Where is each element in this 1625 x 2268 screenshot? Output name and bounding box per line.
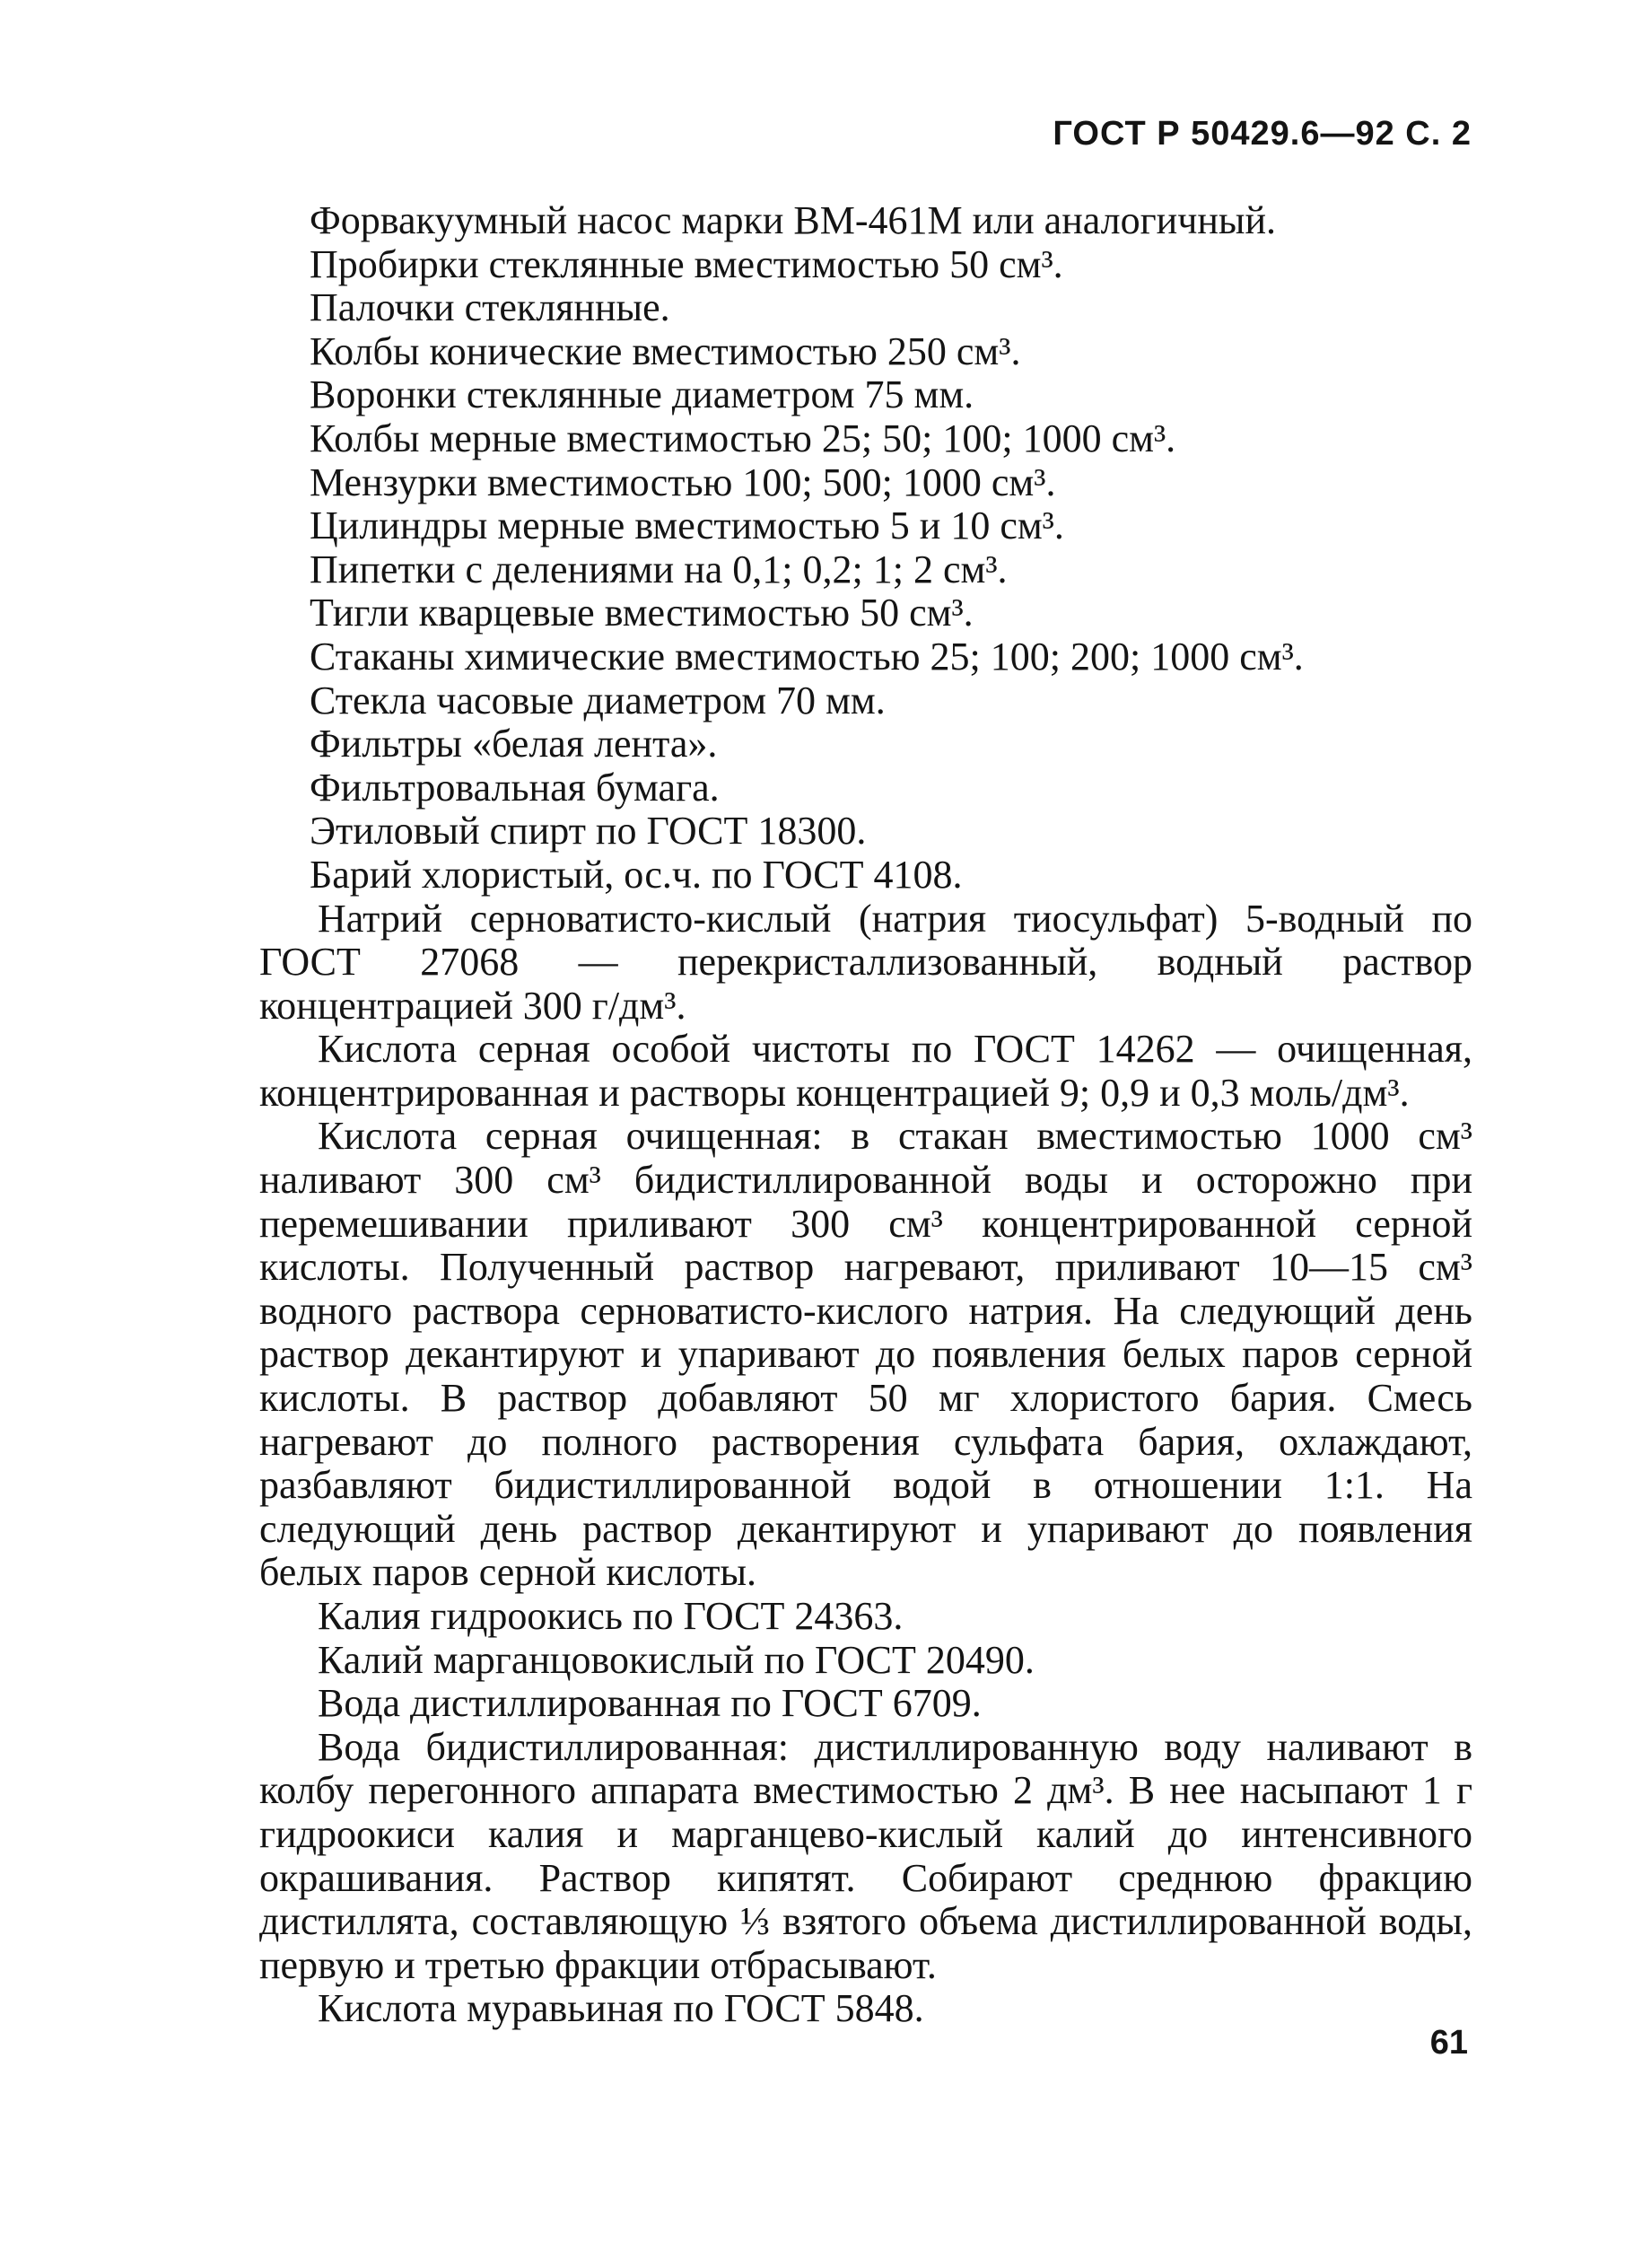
equipment-item: Пробирки стеклянные вместимостью 50 см³. [310,241,1063,286]
equipment-item: Тигли кварцевые вместимостью 50 см³. [310,591,974,635]
equipment-item: Мензурки вместимостью 100; 500; 1000 см³. [310,460,1056,504]
equipment-item: Колбы мерные вместимостью 25; 50; 100; 1000 см³. [310,416,1176,460]
equipment-item: Форвакуумный насос марки ВМ-461М или аналогичный. [310,198,1277,242]
paragraph-distilled-water: Вода дистиллированная по ГОСТ 6709. [318,1681,982,1726]
reagent-item: Этиловый спирт по ГОСТ 18300. [310,809,867,854]
document-body [259,199,1472,2031]
equipment-item: Стекла часовые диаметром 70 мм. [310,678,886,722]
equipment-item: Цилиндры мерные вместимостью 5 и 10 см³. [310,504,1064,548]
paragraph-permanganate: Калий марганцовокислый по ГОСТ 20490. [318,1637,1035,1682]
equipment-item: Палочки стеклянные. [310,285,670,330]
paragraph-purified-sulfuric-acid: Кислота серная очищенная: в стакан вместимостью 1000 см³ наливают 300 см³ бидистиллированной воды и осторожно при перемешивании приливают 300 см³ концентрированной серной кислоты. Полученный раствор нагревают, приливают 10—15 см³ водного раствора серноватисто-кислого натрия. На следующий день раствор декантируют и упаривают до появления белых паров серной кислоты. В раствор добавляют 50 мг хлористого бария. Смесь нагревают до полного растворения сульфата бария, охлаждают, разбавляют бидистиллированной водой в отношении 1:1. На следующий день раствор декантируют и упаривают до появления белых паров серной кислоты. [259,1114,1472,1595]
page-number: 61 [1429,2024,1468,2062]
paragraph-sulfuric-acid: Кислота серная особой чистоты по ГОСТ 14262 — очищенная, концентрированная и растворы концентрацией 9; 0,9 и 0,3 моль/дм³. [259,1027,1472,1115]
paragraph-formic-acid: Кислота муравьиная по ГОСТ 5848. [318,1986,924,2031]
reagent-item: Барий хлористый, ос.ч. по ГОСТ 4108. [310,852,963,897]
equipment-item: Колбы конические вместимостью 250 см³. [310,328,1021,373]
equipment-item: Фильтровальная бумага. [310,765,720,810]
paragraph-bidistilled-water: Вода бидистиллированная: дистиллированную воду наливают в колбу перегонного аппарата вместимостью 2 дм³. В нее насыпают 1 г гидроокиси калия и марганцево-кислый калий до интенсивного окрашивания. Раствор кипятят. Собирают среднюю фракцию дистиллята, составляющую ⅓ взятого объема дистиллированной воды, первую и третью фракции отбрасывают. [259,1724,1472,1987]
equipment-item: Воронки стеклянные диаметром 75 мм. [310,372,974,417]
equipment-item: Стаканы химические вместимостью 25; 100; 200; 1000 см³. [310,634,1304,679]
paragraph-thiosulfate: Натрий серноватисто-кислый (натрия тиосульфат) 5-водный по ГОСТ 27068 — перекристаллизованный, водный раствор концентрацией 300 г/дм³. [259,896,1472,1028]
paragraph-potassium-hydroxide: Калия гидроокись по ГОСТ 24363. [318,1594,904,1638]
equipment-item: Фильтры «белая лента». [310,722,718,766]
equipment-item: Пипетки с делениями на 0,1; 0,2; 1; 2 см³. [310,547,1008,591]
page-header: ГОСТ Р 50429.6—92 С. 2 [1053,115,1472,153]
